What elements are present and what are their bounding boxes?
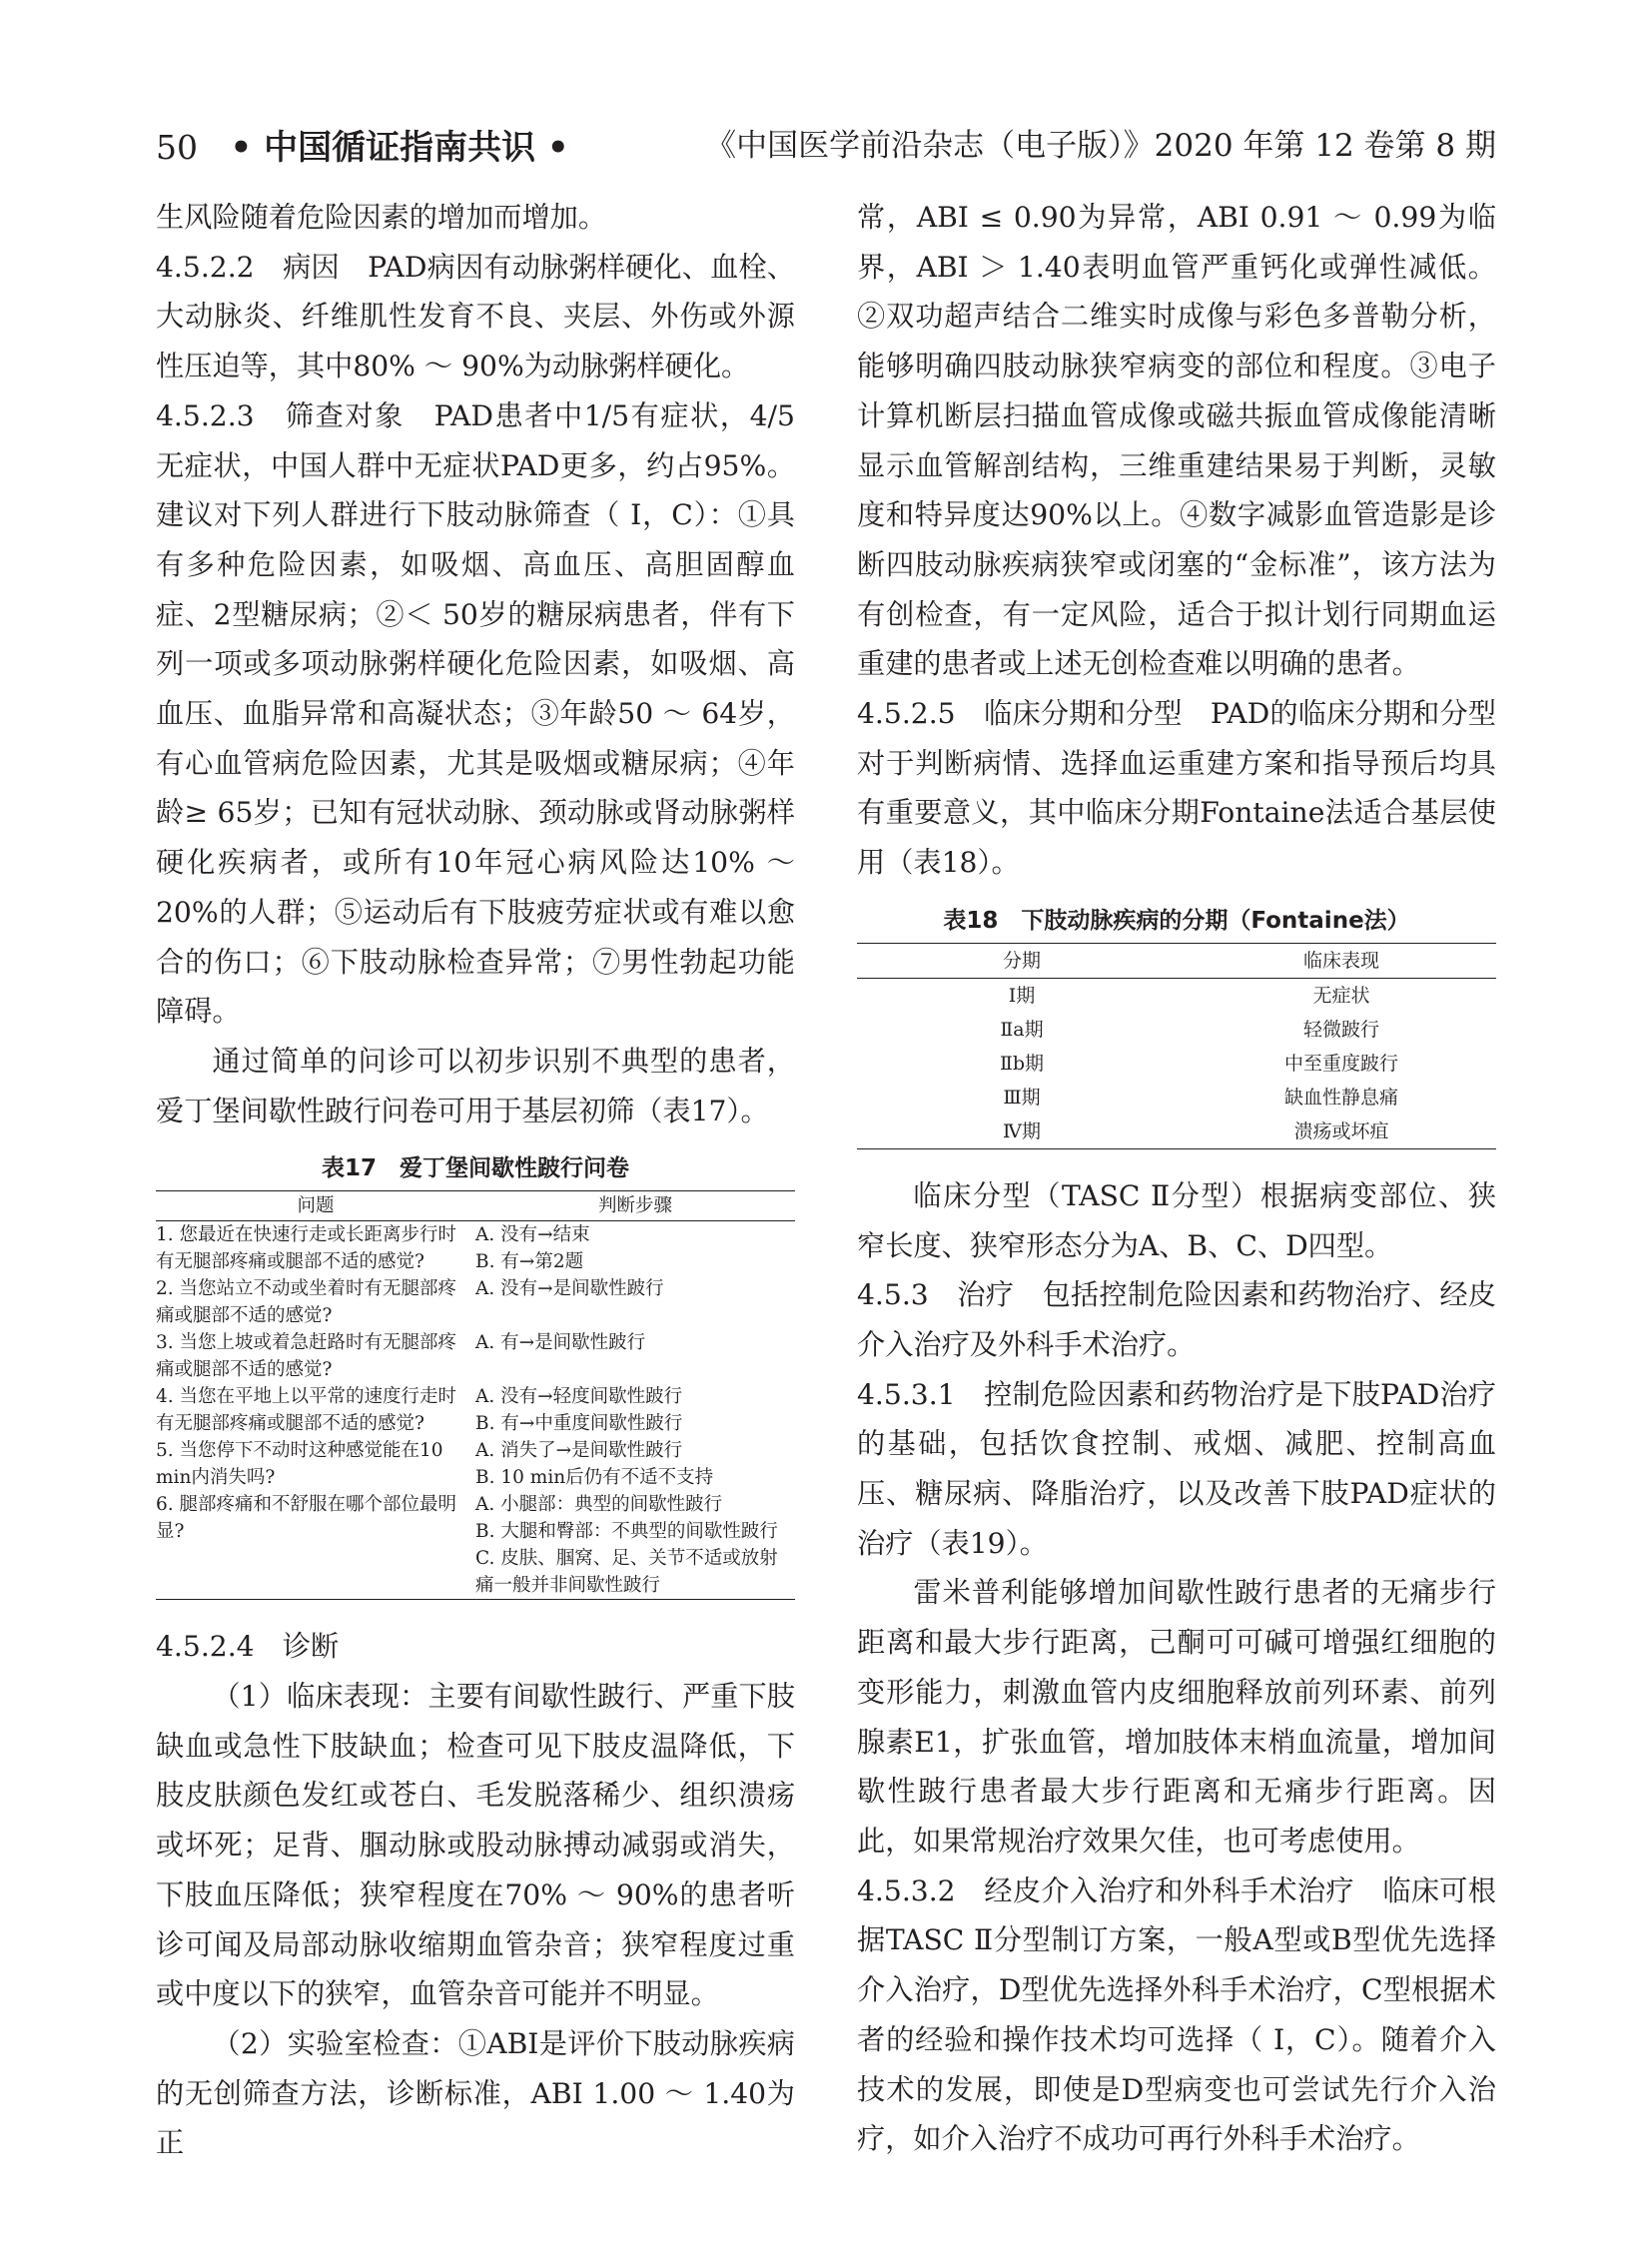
table18 bbox=[857, 943, 1496, 1149]
question-cell: 1. 您最近在快速行走或长距离步行时有无腿部疼痛或腿部不适的感觉? bbox=[156, 1224, 457, 1273]
section-label: • 中国循证指南共识 • bbox=[230, 128, 569, 168]
description-cell: 无症状 bbox=[1312, 984, 1370, 1007]
header-left bbox=[156, 120, 569, 169]
table-row bbox=[156, 1383, 795, 1437]
stage-cell: Ⅰ期 bbox=[1008, 984, 1036, 1007]
paragraph: 4.5.3 治疗 包括控制危险因素和药物治疗、经皮介入治疗及外科手术治疗。 bbox=[857, 1278, 1496, 1361]
paragraph: 雷米普利能够增加间歇性跛行患者的无痛步行距离和最大步行距离，己酮可可碱可增强红细胞的变形能力，刺激血管内皮细胞释放前列环素、前列腺素E1，扩张血管，增加肢体末梢血流量，增加间歇性跛行患者最大步行距离和无痛步行距离。因此，如果常规治疗效果欠佳，也可考虑使用。 bbox=[857, 1576, 1496, 1858]
stage-cell: Ⅳ期 bbox=[1003, 1120, 1041, 1142]
paragraph: 常，ABI ≤ 0.90为异常，ABI 0.91 ～ 0.99为临界，ABI ＞ 1.40表明血管严重钙化或弹性减低。②双功超声结合二维实时成像与彩色多普勒分析，能够明确四肢动脉狭窄病变的部位和程度。③电子计算机断层扫描血管成像或磁共振血管成像能清晰显示血管解剖结构，三维重建结果易于判断，灵敏度和特异度达90%以上。④数字减影血管造影是诊断四肢动脉疾病狭窄或闭塞的“金标准”，该方法为有创检查，有一定风险，适合于拟计划行同期血运重建的患者或上述无创检查难以明确的患者。 bbox=[857, 201, 1496, 681]
description-cell: 缺血性静息痛 bbox=[1283, 1086, 1398, 1109]
answer-cell: A. 小腿部：典型的间歇性跛行 B. 大腿和臀部：不典型的间歇性跛行 C. 皮肤、腘窝、足、关节不适或放射痛一般并非间歇性跛行 bbox=[475, 1494, 778, 1597]
question-cell: 5. 当您停下不动时这种感觉能在10 min内消失吗? bbox=[156, 1440, 443, 1489]
answer-cell: A. 没有→轻度间歇性跛行 B. 有→中重度间歇性跛行 bbox=[475, 1386, 683, 1435]
table17 bbox=[156, 1190, 795, 1600]
table-row bbox=[156, 1491, 795, 1600]
right-column bbox=[857, 193, 1496, 2164]
table18-title: 表18 下肢动脉疾病的分期（Fontaine法） bbox=[943, 907, 1410, 934]
paragraph: 4.5.2.3 筛查对象 PAD患者中1/5有症状，4/5无症状，中国人群中无症状PAD更多，约占95%。建议对下列人群进行下肢动脉筛查（ Ⅰ，C）：①具有多种危险因素，如吸烟、高血压、高胆固醇血症、2型糖尿病；②＜ 50岁的糖尿病患者，伴有下列一项或多项动脉粥样硬化危险因素，如吸烟、高血压、血脂异常和高凝状态；③年龄50 ～ 64岁，有心血管病危险因素，尤其是吸烟或糖尿病；④年龄≥ 65岁；已知有冠状动脉、颈动脉或肾动脉粥样硬化疾病者，或所有10年冠心病风险达10% ～ 20%的人群；⑤运动后有下肢疲劳症状或有难以愈合的伤口；⑥下肢动脉检查异常；⑦男性勃起功能障碍。 bbox=[156, 398, 795, 1029]
table-row bbox=[857, 1047, 1496, 1081]
paragraph: 4.5.2.2 病因 PAD病因有动脉粥样硬化、血栓、大动脉炎、纤维肌性发育不良、夹层、外伤或外源性压迫等，其中80% ～ 90%为动脉粥样硬化。 bbox=[156, 250, 795, 383]
left-column bbox=[156, 193, 795, 2168]
table-row bbox=[156, 1329, 795, 1383]
answer-cell: A. 没有→结束 B. 有→第2题 bbox=[475, 1224, 590, 1273]
paragraph: 通过简单的问诊可以初步识别不典型的患者，爱丁堡间歇性跛行问卷可用于基层初筛（表17）。 bbox=[156, 1044, 795, 1127]
answer-cell: A. 没有→是间歇性跛行 bbox=[475, 1278, 664, 1300]
answer-cell: A. 消失了→是间歇性跛行 B. 10 min后仍有不适不支持 bbox=[475, 1440, 714, 1489]
paragraph: （2）实验室检查：①ABI是评价下肢动脉疾病的无创筛查方法，诊断标准，ABI 1.00 ～ 1.40为正 bbox=[156, 2026, 795, 2160]
question-cell: 6. 腿部疼痛和不舒服在哪个部位最明显? bbox=[156, 1494, 457, 1543]
paragraph: 临床分型（TASC Ⅱ分型）根据病变部位、狭窄长度、狭窄形态分为A、B、C、D四型。 bbox=[857, 1178, 1496, 1262]
table-row bbox=[857, 1115, 1496, 1149]
table-header: 临床表现 bbox=[1187, 943, 1496, 978]
description-cell: 轻微跛行 bbox=[1302, 1018, 1379, 1041]
table-header: 判断步骤 bbox=[475, 1191, 795, 1221]
page-header bbox=[156, 108, 1496, 168]
paragraph: 4.5.3.1 控制危险因素和药物治疗是下肢PAD治疗的基础，包括饮食控制、戒烟、减肥、控制高血压、糖尿病、降脂治疗，以及改善下肢PAD症状的治疗（表19）。 bbox=[857, 1377, 1496, 1560]
stage-cell: Ⅱa期 bbox=[1000, 1018, 1044, 1041]
table-header: 分期 bbox=[857, 943, 1187, 978]
stage-cell: Ⅲ期 bbox=[1003, 1086, 1041, 1109]
table-row bbox=[857, 1081, 1496, 1115]
paragraph: 生风险随着危险因素的增加而增加。 bbox=[156, 201, 607, 234]
description-cell: 溃疡或坏疽 bbox=[1293, 1120, 1389, 1142]
stage-cell: Ⅱb期 bbox=[999, 1052, 1045, 1075]
question-cell: 3. 当您上坡或着急赶路时有无腿部疼痛或腿部不适的感觉? bbox=[156, 1332, 457, 1381]
table-row bbox=[857, 978, 1496, 1013]
paragraph: 4.5.3.2 经皮介入治疗和外科手术治疗 临床可根据TASC Ⅱ分型制订方案，一般A型或B型优先选择介入治疗，D型优先选择外科手术治疗，C型根据术者的经验和操作技术均可选择（ Ⅰ，C）。随着介入技术的发展，即使是D型病变也可尝试先行介入治疗，如介入治疗不成功可再行外科手术治疗。 bbox=[857, 1873, 1496, 2156]
table-header: 问题 bbox=[156, 1191, 475, 1221]
question-cell: 4. 当您在平地上以平常的速度行走时有无腿部疼痛或腿部不适的感觉? bbox=[156, 1386, 457, 1435]
paragraph: 4.5.2.4 诊断 bbox=[156, 1630, 340, 1664]
question-cell: 2. 当您站立不动或坐着时有无腿部疼痛或腿部不适的感觉? bbox=[156, 1278, 457, 1327]
table-row bbox=[156, 1275, 795, 1329]
answer-cell: A. 有→是间歇性跛行 bbox=[475, 1332, 646, 1354]
table-row bbox=[156, 1437, 795, 1491]
paragraph: 4.5.2.5 临床分期和分型 PAD的临床分期和分型对于判断病情、选择血运重建方案和指导预后均具有重要意义，其中临床分期Fontaine法适合基层使用（表18）。 bbox=[857, 697, 1496, 880]
table-row bbox=[156, 1221, 795, 1276]
page-number: 50 bbox=[156, 128, 198, 167]
table17-title: 表17 爱丁堡间歇性跛行问卷 bbox=[321, 1155, 629, 1182]
journal-citation: 《中国医学前沿杂志（电子版）》2020 年第 12 卷第 8 期 bbox=[705, 128, 1496, 164]
paragraph: （1）临床表现：主要有间歇性跛行、严重下肢缺血或急性下肢缺血；检查可见下肢皮温降低，下肢皮肤颜色发红或苍白、毛发脱落稀少、组织溃疡或坏死；足背、腘动脉或股动脉搏动减弱或消失，下肢血压降低；狭窄程度在70% ～ 90%的患者听诊可闻及局部动脉收缩期血管杂音；狭窄程度过重或中度以下的狭窄，血管杂音可能并不明显。 bbox=[156, 1680, 795, 2011]
table-row bbox=[857, 1013, 1496, 1047]
description-cell: 中至重度跛行 bbox=[1283, 1052, 1398, 1075]
